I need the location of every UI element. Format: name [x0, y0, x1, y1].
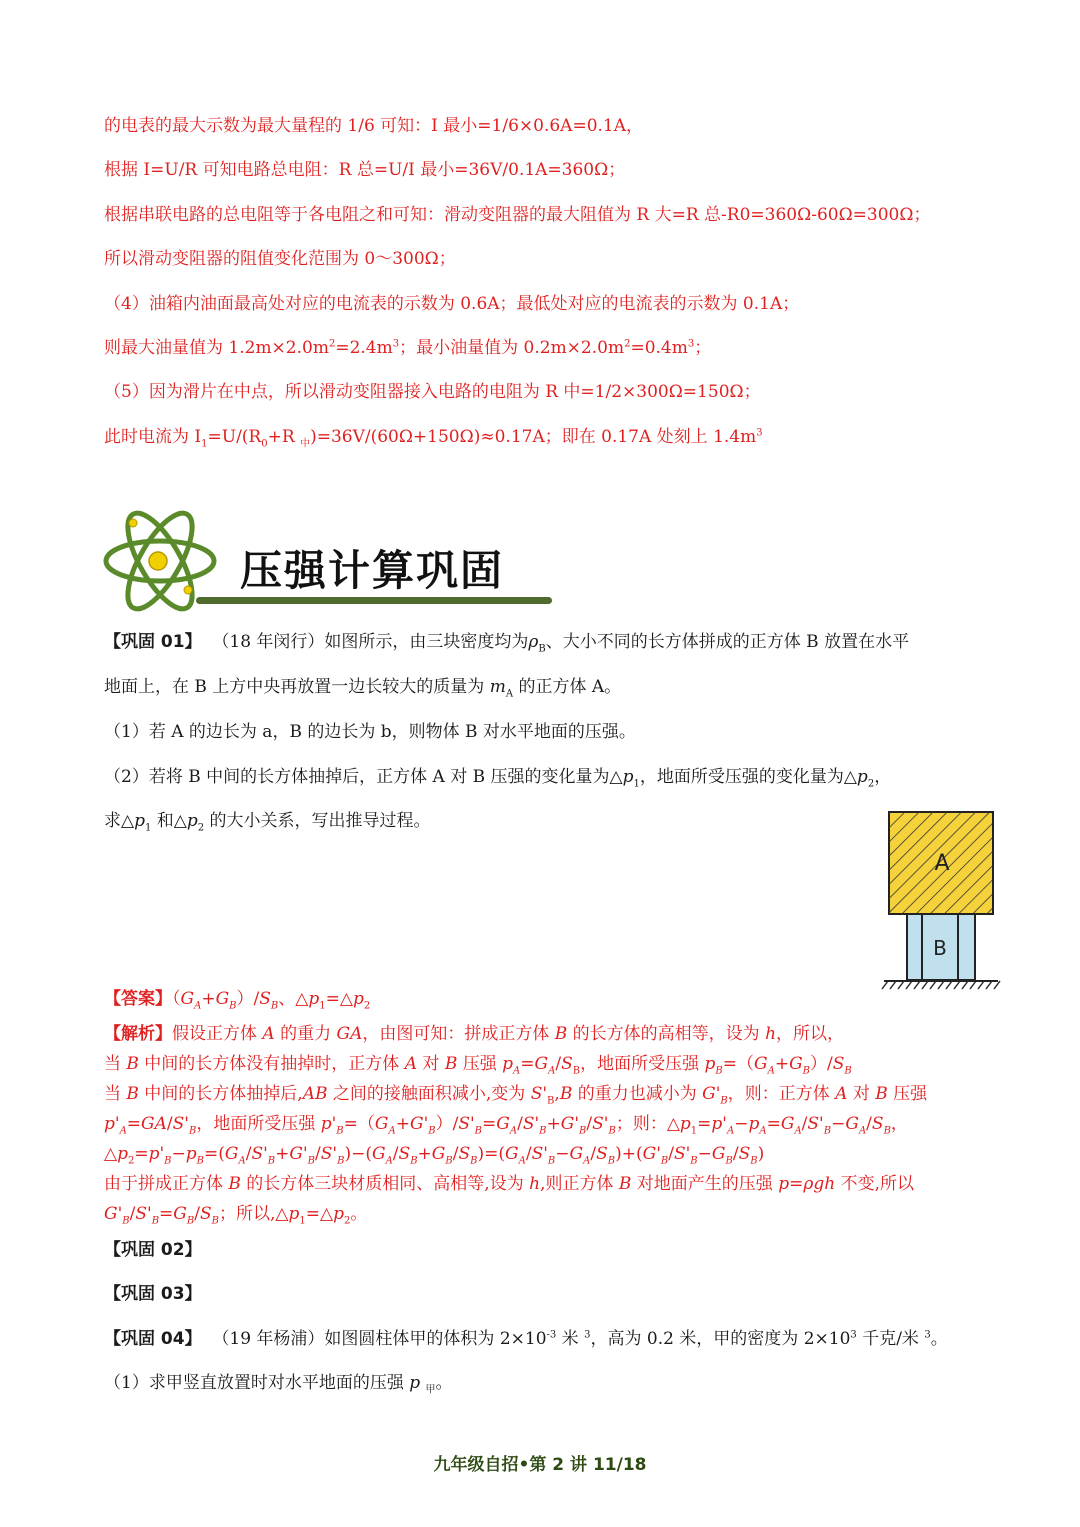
solution-line-7: （5）因为滑片在中点，所以滑动变阻器接入电路的电阻为 R 中=1/2×300Ω=150Ω；	[104, 382, 761, 402]
analysis-line-6: 由于拼成正方体 B 的长方体三块材质相同、高相等,设为 h,则正方体 B 对地面产生的压强 p=ρgh 不变,所以	[104, 1174, 914, 1194]
q4-tag: 【巩固 04】	[104, 1329, 202, 1349]
q1-tag: 【巩固 01】	[104, 632, 202, 652]
analysis-line-5: $\triangle p_2=p'_B-p_B=(G_A/S'_B+G'_B/S'_B)-(G_A/S_B+G_B/S_B)=(G_A/S'_B-G_A/S_B)+(G'_B/S'_B-G_B/S_B)$	[104, 1144, 765, 1167]
analysis-line-4: $p'_A=GA/S'_B$，地面所受压强 $p'_B=(G_A+G'_B)/S'_B=G_A/S'_B+G'_B/S'_B$；则：$\triangle p_1=p'_A-p_A=G_A/S'_B-G_A/S_B$，	[104, 1114, 908, 1137]
analysis-tag: 【解析】	[104, 1024, 172, 1044]
section-title: 压强计算巩固	[240, 546, 505, 595]
q3-tag: 【巩固 03】	[104, 1284, 202, 1304]
solution-line-3: 根据串联电路的总电阻等于各电阻之和可知：滑动变阻器的最大阻值为 R 大=R 总-R0=360Ω-60Ω=300Ω；	[104, 205, 931, 225]
q1-part-1: （1）若 A 的边长为 a，B 的边长为 b，则物体 B 对水平地面的压强。	[104, 722, 636, 742]
answer-tag: 【答案】	[104, 989, 172, 1009]
analysis-line-7: $G'_B/S'_B=G_B/S_B$；所以$,\triangle p_1=\triangle p_2$。	[104, 1204, 368, 1227]
block-a-label: A	[934, 851, 950, 876]
q1-line-2: 地面上，在 B 上方中央再放置一边长较大的质量为 $m_A$ 的正方体 A。	[104, 677, 622, 700]
analysis-line-1: 【解析】假设正方体 A 的重力 GA，由图可知：拼成正方体 B 的长方体的高相等，设为 h，所以，	[104, 1024, 845, 1044]
q4-part-1: （1）求甲竖直放置时对水平地面的压强 p $_甲$。	[104, 1373, 453, 1396]
blocks-figure	[880, 808, 1005, 993]
solution-line-4: 所以滑动变阻器的阻值变化范围为 0～300Ω；	[104, 249, 456, 269]
q1-part-2b: 求$\triangle p_1$ 和$\triangle p_2$ 的大小关系，写出推导过程。	[104, 811, 431, 834]
analysis-line-3: 当 B 中间的长方体抽掉后,AB 之间的接触面积减小,变为 $S'_B,B$ 的重力也减小为 $G'_B$，则：正方体 A 对 B 压强	[104, 1084, 928, 1107]
solution-line-2: 根据 I=U/R 可知电路总电阻：R 总=U/I 最小=36V/0.1A=360Ω；	[104, 160, 626, 180]
q2-tag: 【巩固 02】	[104, 1240, 202, 1260]
q4-line-1: 【巩固 04】 （19 年杨浦）如图圆柱体甲的体积为 $2\times 10^{-3}$ 米 $^3$，高为 0.2 米，甲的密度为 $2\times 10^3$ 千克/米 $^3$。	[104, 1329, 948, 1349]
solution-line-1: 的电表的最大示数为最大量程的 1/6 可知：I 最小=1/6×0.6A=0.1A，	[104, 116, 644, 136]
q1-part-2: （2）若将 B 中间的长方体抽掉后，正方体 A 对 B 压强的变化量为$\triangle p_1$，地面所受压强的变化量为$\triangle p_2$，	[104, 767, 892, 790]
title-underline	[196, 597, 552, 604]
page-footer: 九年级自招•第 2 讲 11/18	[433, 1455, 647, 1475]
solution-line-8: 此时电流为 $I_1=U/(R_0+R$ $_中$)=36V/(60Ω+150Ω)≈0.17A；即在 0.17A 处刻上 $1.4m^3$	[104, 427, 763, 450]
analysis-line-2: 当 B 中间的长方体没有抽掉时，正方体 A 对 B 压强 $p_A=G_A/S_B$，地面所受压强 $p_B=(G_A+G_B)/S_B$	[104, 1054, 852, 1077]
solution-line-6: 则最大油量值为 $1.2m\times 2.0m^2=2.4m^3$；最小油量值为 $0.2m\times 2.0m^2=0.4m^3$；	[104, 338, 712, 358]
block-b-label: B	[933, 936, 947, 960]
q1-line-1: 【巩固 01】 （18 年闵行）如图所示，由三块密度均为$\rho_B$、大小不同的长方体拼成的正方体 B 放置在水平	[104, 632, 910, 655]
solution-line-5: （4）油箱内油面最高处对应的电流表的示数为 0.6A；最低处对应的电流表的示数为 0.1A；	[104, 294, 800, 314]
answer-line: 【答案】$(G_A+G_B)/S_B$、$\triangle p_1=\triangle p_2$	[104, 989, 371, 1012]
